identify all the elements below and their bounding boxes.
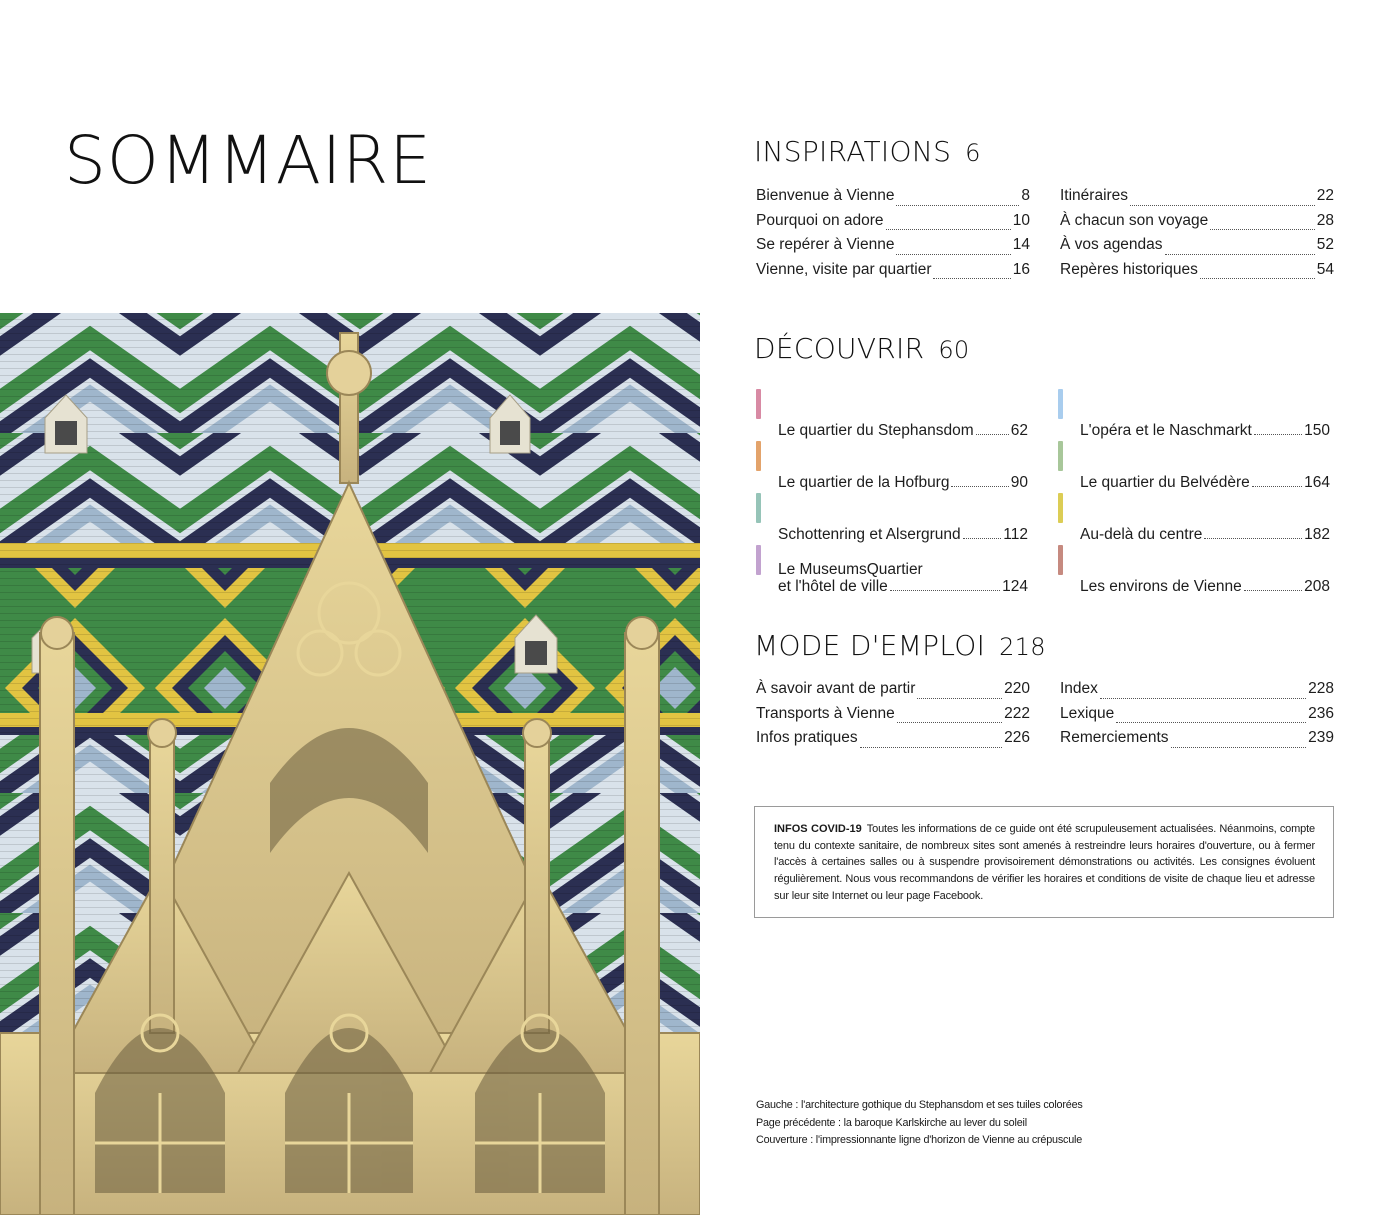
leader-dots	[917, 698, 1002, 699]
leader-dots	[897, 722, 1002, 723]
region-column-left	[756, 388, 1028, 596]
region-entry-museumsquartier[interactable]	[756, 544, 1028, 596]
toc-entry[interactable]	[1060, 212, 1334, 237]
leader-dots	[1204, 538, 1302, 539]
region-entry-stephansdom[interactable]	[756, 388, 1028, 440]
section-heading-inspirations	[754, 135, 981, 168]
entry-label: À vos agendas	[1060, 236, 1163, 253]
entry-page: 222	[1004, 704, 1030, 722]
cathedral-image	[0, 313, 700, 1215]
entry-page: 150	[1304, 422, 1330, 439]
entry-label: et l'hôtel de ville	[778, 578, 888, 595]
toc-entry[interactable]	[1060, 236, 1334, 261]
leader-dots	[896, 254, 1010, 255]
region-entry-schottenring[interactable]	[756, 492, 1028, 544]
entry-label-line1: Le MuseumsQuartier	[778, 561, 923, 578]
region-color-bar	[1058, 493, 1063, 523]
entry-page: 28	[1316, 211, 1334, 229]
entry-page: 10	[1012, 211, 1030, 229]
leader-dots	[896, 205, 1019, 206]
toc-entry[interactable]	[1060, 729, 1334, 754]
region-column-right	[1058, 388, 1330, 596]
entry-page: 16	[1012, 260, 1030, 278]
leader-dots	[890, 590, 1000, 591]
page-title: SOMMAIRE	[64, 122, 432, 199]
leader-dots	[933, 278, 1010, 279]
entry-page: 22	[1316, 187, 1334, 204]
region-color-bar	[756, 545, 761, 575]
caption-cover: Couverture : l'impressionnante ligne d'horizon de Vienne au crépuscule	[756, 1134, 1083, 1146]
entry-label: À chacun son voyage	[1060, 211, 1209, 229]
entry-page: 52	[1316, 236, 1334, 253]
toc-entry[interactable]	[756, 705, 1030, 730]
toc-inspirations	[756, 187, 1334, 285]
toc-entry[interactable]	[1060, 187, 1334, 212]
leader-dots	[1210, 229, 1315, 230]
toc-column-right	[1060, 680, 1334, 754]
entry-page: 112	[1003, 526, 1028, 543]
toc-entry[interactable]	[756, 236, 1030, 261]
leader-dots	[1171, 747, 1307, 748]
entry-page: 54	[1316, 260, 1334, 278]
section-page: 218	[999, 633, 1046, 661]
covid-notice-text: Toutes les informations de ce guide ont été scrupuleusement actualisées. Néanmoins, compte tenu du contexte sanitaire, de nombreux sites sont amenés à restreindre leurs horaires d'ouverture, ou à fermer l'accès à certaines salles ou à suspendre provisoirement démonstrations ou activités. Les consignes évoluent régulièrement. Nous vous recommandons de vérifier les horaires et conditions de visite de chaque lieu et adresse sur leur site Internet ou leur page Facebook.	[774, 823, 1315, 902]
entry-label: Le quartier du Stephansdom	[778, 422, 974, 439]
region-entry-au-dela[interactable]	[1058, 492, 1330, 544]
section-page: 6	[965, 139, 981, 167]
entry-page: 164	[1304, 474, 1330, 491]
entry-label: Se repérer à Vienne	[756, 236, 895, 253]
entry-label: Le quartier de la Hofburg	[778, 474, 950, 491]
leader-dots	[976, 434, 1009, 435]
leader-dots	[963, 538, 1002, 539]
toc-entry[interactable]	[756, 261, 1030, 286]
entry-label: Repères historiques	[1060, 260, 1198, 278]
section-title: DÉCOUVRIR	[754, 332, 925, 365]
entry-label: L'opéra et le Naschmarkt	[1080, 422, 1252, 439]
caption-left: Gauche : l'architecture gothique du Stephansdom et ses tuiles colorées	[756, 1099, 1083, 1111]
region-color-bar	[756, 493, 761, 523]
toc-entry[interactable]	[756, 187, 1030, 212]
entry-page: 8	[1021, 187, 1030, 204]
toc-entry[interactable]	[1060, 705, 1334, 730]
entry-label: Infos pratiques	[756, 729, 858, 746]
region-entry-environs[interactable]	[1058, 544, 1330, 596]
toc-column-right	[1060, 187, 1334, 285]
entry-label: Lexique	[1060, 704, 1115, 722]
toc-decouvrir	[756, 388, 1332, 596]
entry-page: 124	[1002, 578, 1028, 595]
entry-label: Transports à Vienne	[756, 704, 895, 722]
leader-dots	[951, 486, 1008, 487]
entry-page: 239	[1308, 729, 1334, 746]
region-entry-opera[interactable]	[1058, 388, 1330, 440]
entry-page: 228	[1308, 680, 1334, 697]
region-color-bar	[756, 441, 761, 471]
entry-label: À savoir avant de partir	[756, 680, 916, 697]
cathedral-photo	[0, 313, 700, 1215]
toc-entry[interactable]	[1060, 261, 1334, 286]
toc-column-left	[756, 187, 1030, 285]
entry-page: 182	[1304, 526, 1330, 543]
entry-page: 220	[1004, 680, 1030, 697]
leader-dots	[1130, 205, 1315, 206]
entry-page: 226	[1004, 729, 1030, 746]
toc-mode-emploi	[756, 680, 1334, 754]
entry-label: Bienvenue à Vienne	[756, 187, 895, 204]
region-color-bar	[1058, 389, 1063, 419]
entry-page: 208	[1304, 578, 1330, 595]
entry-label: Remerciements	[1060, 729, 1169, 746]
entry-label: Pourquoi on adore	[756, 211, 884, 229]
toc-entry[interactable]	[756, 729, 1030, 754]
entry-page: 90	[1010, 474, 1028, 491]
entry-label: Au-delà du centre	[1080, 526, 1203, 543]
entry-page: 236	[1308, 704, 1334, 722]
section-heading-decouvrir	[754, 332, 970, 365]
region-entry-belvedere[interactable]	[1058, 440, 1330, 492]
toc-entry[interactable]	[756, 212, 1030, 237]
photo-captions	[756, 1097, 1083, 1150]
region-color-bar	[756, 389, 761, 419]
leader-dots	[1252, 486, 1302, 487]
region-color-bar	[1058, 545, 1063, 575]
section-title: MODE D'EMPLOI	[754, 629, 986, 662]
region-entry-hofburg[interactable]	[756, 440, 1028, 492]
leader-dots	[1116, 722, 1306, 723]
leader-dots	[1100, 698, 1306, 699]
region-color-bar	[1058, 441, 1063, 471]
entry-label: Le quartier du Belvédère	[1080, 474, 1250, 491]
entry-label: Les environs de Vienne	[1080, 578, 1242, 595]
section-page: 60	[938, 336, 970, 364]
entry-label: Index	[1060, 680, 1098, 697]
toc-entry[interactable]	[756, 680, 1030, 705]
leader-dots	[1165, 254, 1315, 255]
leader-dots	[886, 229, 1011, 230]
leader-dots	[1254, 434, 1302, 435]
covid-notice-tag: INFOS COVID-19	[774, 823, 862, 835]
leader-dots	[1200, 278, 1315, 279]
toc-entry[interactable]	[1060, 680, 1334, 705]
section-heading-mode-emploi	[754, 629, 1046, 662]
entry-label: Vienne, visite par quartier	[756, 260, 932, 278]
entry-page: 14	[1012, 236, 1030, 253]
leader-dots	[860, 747, 1002, 748]
leader-dots	[1244, 590, 1302, 591]
covid-notice-box	[754, 806, 1334, 918]
entry-page: 62	[1010, 422, 1028, 439]
caption-previous-page: Page précédente : la baroque Karlskirche au lever du soleil	[756, 1116, 1027, 1129]
entry-label: Schottenring et Alsergrund	[778, 526, 961, 543]
section-title: INSPIRATIONS	[754, 135, 952, 168]
toc-column-left	[756, 680, 1030, 754]
entry-label: Itinéraires	[1060, 187, 1129, 204]
